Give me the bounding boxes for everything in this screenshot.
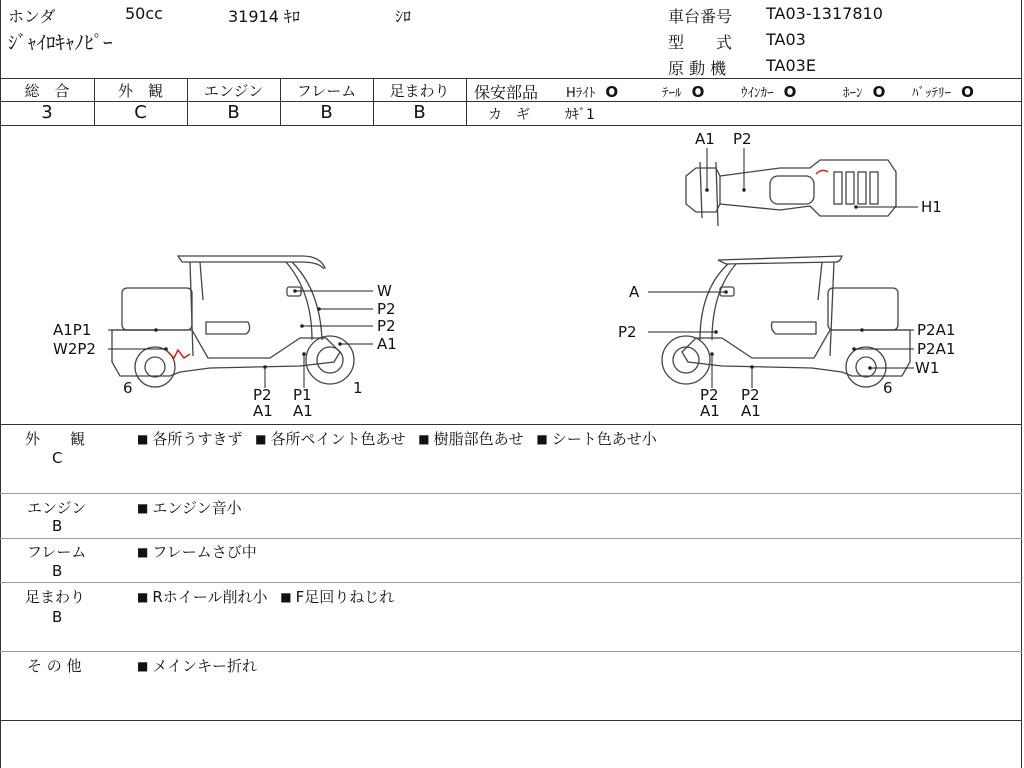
maker: ホンダ bbox=[8, 7, 56, 26]
divider bbox=[0, 582, 1022, 583]
mileage: 31914 ｷﾛ bbox=[228, 7, 300, 26]
diagram-label: 6 bbox=[883, 379, 893, 397]
grade-value-overall: 3 bbox=[41, 102, 53, 123]
diagram-label: P2 bbox=[733, 130, 752, 148]
grade-value-exterior: C bbox=[134, 102, 147, 123]
note-category: エンジン bbox=[27, 499, 87, 517]
note-category: 足まわり bbox=[25, 588, 86, 606]
bullet-icon: ■ bbox=[536, 432, 548, 446]
scooter-right-side-drawing bbox=[662, 256, 910, 387]
bullet-icon: ■ bbox=[137, 659, 149, 673]
scooter-top-view-drawing bbox=[686, 160, 896, 226]
safety-item-horn bbox=[843, 82, 885, 101]
note-item: ■ シート色あせ小 bbox=[536, 430, 657, 448]
diagram-label: H1 bbox=[921, 198, 942, 216]
note-item: ■ F足回りねじれ bbox=[280, 588, 395, 606]
diagram-label: W1 bbox=[915, 359, 940, 377]
diagram-label: A1 bbox=[700, 402, 720, 420]
grade-header-suspension: 足まわり bbox=[389, 82, 450, 100]
note-grade: B bbox=[52, 517, 63, 535]
leader-lines bbox=[108, 148, 918, 388]
damage-mark bbox=[168, 350, 190, 358]
note-items bbox=[137, 541, 257, 562]
note-item: ■ 各所うすきず bbox=[137, 430, 243, 448]
note-category: 外 観 bbox=[25, 430, 86, 448]
bullet-icon: ■ bbox=[418, 432, 430, 446]
note-item: ■ フレームさび中 bbox=[137, 543, 257, 561]
grade-header-frame: フレーム bbox=[296, 82, 357, 100]
safety-item-mark: O bbox=[783, 83, 797, 101]
note-items bbox=[137, 497, 242, 518]
scooter-left-side-drawing bbox=[112, 256, 354, 387]
diagram-label: P2A1 bbox=[917, 340, 956, 358]
safety-item-mark: O bbox=[691, 83, 705, 101]
engine-label: 原 動 機 bbox=[668, 59, 727, 78]
divider bbox=[0, 720, 1022, 721]
note-item: ■ エンジン音小 bbox=[137, 499, 242, 517]
bullet-icon: ■ bbox=[137, 501, 149, 515]
bullet-icon: ■ bbox=[137, 545, 149, 559]
diagram-label: P2A1 bbox=[917, 321, 956, 339]
safety-item-name: ﾎｰﾝ bbox=[843, 86, 863, 101]
bullet-icon: ■ bbox=[137, 590, 149, 604]
safety-item-mark: O bbox=[605, 83, 619, 101]
safety-label: 保安部品 bbox=[474, 83, 539, 102]
displacement: 50cc bbox=[125, 4, 163, 23]
note-category: フレーム bbox=[27, 543, 87, 561]
chassis-value: TA03-1317810 bbox=[766, 4, 883, 23]
bullet-icon: ■ bbox=[137, 432, 149, 446]
color: ｼﾛ bbox=[395, 7, 412, 26]
divider bbox=[466, 101, 1022, 102]
divider bbox=[466, 78, 467, 125]
type-label: 型 式 bbox=[668, 33, 733, 52]
damage-diagram bbox=[0, 126, 1022, 424]
grade-value-frame: B bbox=[320, 102, 333, 123]
diagram-label: A1 bbox=[253, 402, 273, 420]
note-grade: C bbox=[52, 449, 63, 467]
diagram-label: P2 bbox=[741, 386, 760, 404]
diagram-label: A bbox=[629, 283, 640, 301]
diagram-label: W bbox=[377, 282, 392, 300]
diagram-label: 6 bbox=[123, 379, 133, 397]
leader-points bbox=[154, 188, 872, 370]
diagram-label: P2 bbox=[253, 386, 272, 404]
divider bbox=[0, 538, 1022, 539]
divider bbox=[0, 651, 1022, 652]
safety-item-tail bbox=[662, 82, 704, 101]
note-items bbox=[137, 586, 394, 607]
model-name: ｼﾞｬｲﾛｷｬﾉﾋﾟｰ bbox=[8, 32, 113, 54]
key-label: カ ギ bbox=[488, 107, 530, 123]
engine-value: TA03E bbox=[766, 56, 816, 75]
safety-item-headlight bbox=[566, 82, 618, 101]
safety-item-mark: O bbox=[872, 83, 886, 101]
diagram-label: P2 bbox=[377, 300, 396, 318]
type-value: TA03 bbox=[766, 30, 806, 49]
note-item: ■ 樹脂部色あせ bbox=[418, 430, 524, 448]
grade-header-exterior: 外 観 bbox=[117, 82, 163, 100]
note-item: ■ Rホイール削れ小 bbox=[137, 588, 268, 606]
grade-header-overall: 総 合 bbox=[24, 82, 70, 100]
note-grade: B bbox=[52, 562, 63, 580]
key-value: ｶｷﾞ1 bbox=[565, 107, 595, 123]
safety-item-name: ﾃｰﾙ bbox=[662, 86, 682, 101]
bullet-icon: ■ bbox=[255, 432, 267, 446]
diagram-label: A1 bbox=[741, 402, 761, 420]
diagram-label: P2 bbox=[700, 386, 719, 404]
diagram-label: A1 bbox=[377, 335, 397, 353]
diagram-label: A1 bbox=[695, 130, 715, 148]
diagram-label: A1P1 bbox=[53, 321, 92, 339]
safety-item-name: Hﾗｲﾄ bbox=[566, 86, 596, 101]
chassis-label: 車台番号 bbox=[668, 7, 733, 26]
note-category: そ の 他 bbox=[27, 657, 82, 675]
divider bbox=[0, 78, 1022, 79]
divider bbox=[0, 424, 1022, 425]
grade-value-engine: B bbox=[227, 102, 240, 123]
bullet-icon: ■ bbox=[280, 590, 292, 604]
grade-value-suspension: B bbox=[413, 102, 426, 123]
diagram-label: 1 bbox=[353, 379, 363, 397]
note-item: ■ 各所ペイント色あせ bbox=[255, 430, 406, 448]
diagram-label: P2 bbox=[618, 323, 637, 341]
divider bbox=[0, 493, 1022, 494]
diagram-label: P2 bbox=[377, 317, 396, 335]
diagram-label: A1 bbox=[293, 402, 313, 420]
safety-item-name: ﾊﾞｯﾃﾘｰ bbox=[912, 86, 951, 101]
diagram-label: W2P2 bbox=[53, 340, 96, 358]
safety-item-winker bbox=[741, 82, 796, 101]
diagram-label: P1 bbox=[293, 386, 312, 404]
safety-item-battery bbox=[912, 82, 974, 101]
note-grade: B bbox=[52, 608, 63, 626]
safety-item-mark: O bbox=[961, 83, 974, 101]
grade-header-engine: エンジン bbox=[203, 82, 264, 100]
note-items bbox=[137, 655, 257, 676]
note-items bbox=[137, 428, 657, 449]
damage-mark bbox=[816, 170, 828, 174]
note-item: ■ メインキー折れ bbox=[137, 657, 258, 675]
safety-item-name: ｳｲﾝｶｰ bbox=[741, 86, 774, 101]
